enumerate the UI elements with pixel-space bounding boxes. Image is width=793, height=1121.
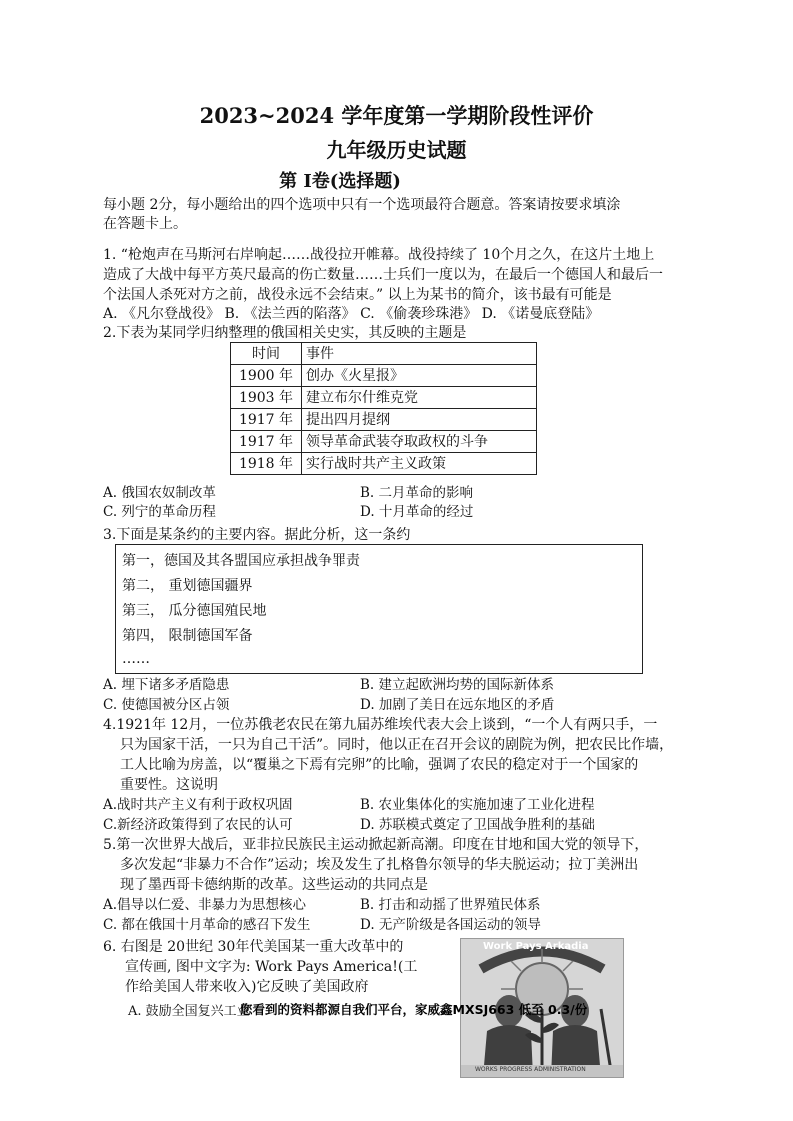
exam-title: 2023~2024 学年度第一学期阶段性评价 <box>199 103 594 128</box>
q2-stem: 2.下表为某同学归纳整理的俄国相关史实，其反映的主题是 <box>103 325 467 341</box>
table-cell: 1900 年 <box>231 365 302 387</box>
treaty-clause: 第四， 限制德国军备 <box>122 628 253 644</box>
q6-stem-line: 宣传画, 图中文字为: Work Pays America!(工 <box>125 959 418 975</box>
q3-option-b: B. 建立起欧洲均势的国际新体系 <box>360 677 555 693</box>
section-heading: 第 Ⅰ卷(选择题) <box>279 171 401 192</box>
q5-option-a: A.倡导以仁爱、非暴力为思想核心 <box>103 897 307 913</box>
q6-stem-line: 作给美国人带来收入)它反映了美国政府 <box>125 979 369 995</box>
q3-stem: 3.下面是某条约的主要内容。据此分析，这一条约 <box>103 527 411 543</box>
instructions-line: 每小题 2分，每小题给出的四个选项中只有一个选项最符合题意。答案请按要求填涂 <box>103 197 621 213</box>
q3-treaty-box <box>115 544 643 674</box>
q1-stem-line: 造成了大战中每平方英尺最高的伤亡数量……士兵们一度以为，在最后一个德国人和最后一 <box>103 267 663 283</box>
q2-option-b: B. 二月革命的影响 <box>360 485 474 501</box>
q1-options: A. 《凡尔登战役》 B. 《法兰西的陷落》 C. 《偷袭珍珠港》 D. 《诺曼底登陆》 <box>103 306 600 322</box>
treaty-ellipsis: …… <box>122 651 150 667</box>
q4-stem-line: 只为国家干活，一只为自己干活”。同时，他以正在召开会议的剧院为例，把农民比作墙， <box>120 737 674 753</box>
table-cell: 领导革命武装夺取政权的斗争 <box>302 431 537 453</box>
q4-option-a: A.战时共产主义有利于政权巩固 <box>103 797 293 813</box>
q2-events-table <box>230 342 537 475</box>
q4-stem-line: 重要性。这说明 <box>120 777 218 793</box>
q5-stem-line: 多次发起“非暴力不合作”运动；埃及发生了扎格鲁尔领导的华夫脱运动；拉丁美洲出 <box>120 857 639 873</box>
table-header-row <box>231 343 537 365</box>
instructions-line: 在答题卡上。 <box>103 216 187 232</box>
q4-option-b: B. 农业集体化的实施加速了工业化进程 <box>360 797 595 813</box>
table-header-cell: 事件 <box>302 343 537 365</box>
q6-option-a: A. 鼓励全国复兴工业 <box>128 1004 250 1019</box>
table-row <box>231 453 537 475</box>
q6-stem-line: 6. 右图是 20世纪 30年代美国某一重大改革中的 <box>103 939 404 955</box>
treaty-clause: 第二， 重划德国疆界 <box>122 578 253 594</box>
treaty-clause: 第三， 瓜分德国殖民地 <box>122 603 267 619</box>
q5-option-b: B. 打击和动摇了世界殖民体系 <box>360 897 541 913</box>
q2-option-d: D. 十月革命的经过 <box>360 504 474 520</box>
q1-stem-line: 个法国人杀死对方之前，战役永远不会结束。” 以上为某书的简介，该书最有可能是 <box>103 287 612 303</box>
q4-option-c: C.新经济政策得到了农民的认可 <box>103 817 293 833</box>
q3-option-a: A. 埋下诸多矛盾隐患 <box>103 677 230 693</box>
q5-stem-line: 现了墨西哥卡德纳斯的改革。这些运动的共同点是 <box>120 877 428 893</box>
table-row <box>231 387 537 409</box>
q4-stem-line: 4.1921年 12月，一位苏俄老农民在第九届苏维埃代表大会上谈到，“一个人有两只手，一 <box>103 717 658 733</box>
table-row <box>231 365 537 387</box>
q2-option-c: C. 列宁的革命历程 <box>103 504 216 520</box>
q1-stem-line: 1. “枪炮声在马斯河右岸响起……战役拉开帷幕。战役持续了 10个月之久，在这片土地上 <box>103 247 655 263</box>
table-cell: 1903 年 <box>231 387 302 409</box>
table-cell: 提出四月提纲 <box>302 409 537 431</box>
q3-option-c: C. 使德国被分区占领 <box>103 697 230 713</box>
table-row <box>231 409 537 431</box>
table-cell: 1918 年 <box>231 453 302 475</box>
table-row <box>231 431 537 453</box>
q2-option-a: A. 俄国农奴制改革 <box>103 485 216 501</box>
table-cell: 实行战时共产主义政策 <box>302 453 537 475</box>
q5-stem-line: 5.第一次世界大战后，亚非拉民族民主运动掀起新高潮。印度在甘地和国大党的领导下， <box>103 837 649 853</box>
table-header-cell: 时间 <box>231 343 302 365</box>
watermark-banner: 您看到的资料都源自我们平台，家威鑫MXSJ663 低至 0.3/份 <box>240 1002 588 1017</box>
table-cell: 1917 年 <box>231 409 302 431</box>
q5-option-c: C. 都在俄国十月革命的感召下发生 <box>103 917 311 933</box>
table-cell: 建立布尔什维克党 <box>302 387 537 409</box>
treaty-clause: 第一，德国及其各盟国应承担战争罪责 <box>122 553 360 569</box>
q3-option-d: D. 加剧了美日在远东地区的矛盾 <box>360 697 555 713</box>
q4-option-d: D. 苏联模式奠定了卫国战争胜利的基础 <box>360 817 595 833</box>
exam-subtitle: 九年级历史试题 <box>326 138 467 162</box>
table-cell: 创办《火星报》 <box>302 365 537 387</box>
poster-caption-bottom: WORKS PROGRESS ADMINISTRATION <box>475 1066 586 1073</box>
q4-stem-line: 工人比喻为房盖，以“覆巢之下焉有完卵”的比喻，强调了农民的稳定对于一个国家的 <box>120 757 639 773</box>
table-cell: 1917 年 <box>231 431 302 453</box>
poster-caption-top: Work Pays Arkadia <box>483 941 589 952</box>
q5-option-d: D. 无产阶级是各国运动的领导 <box>360 917 541 933</box>
